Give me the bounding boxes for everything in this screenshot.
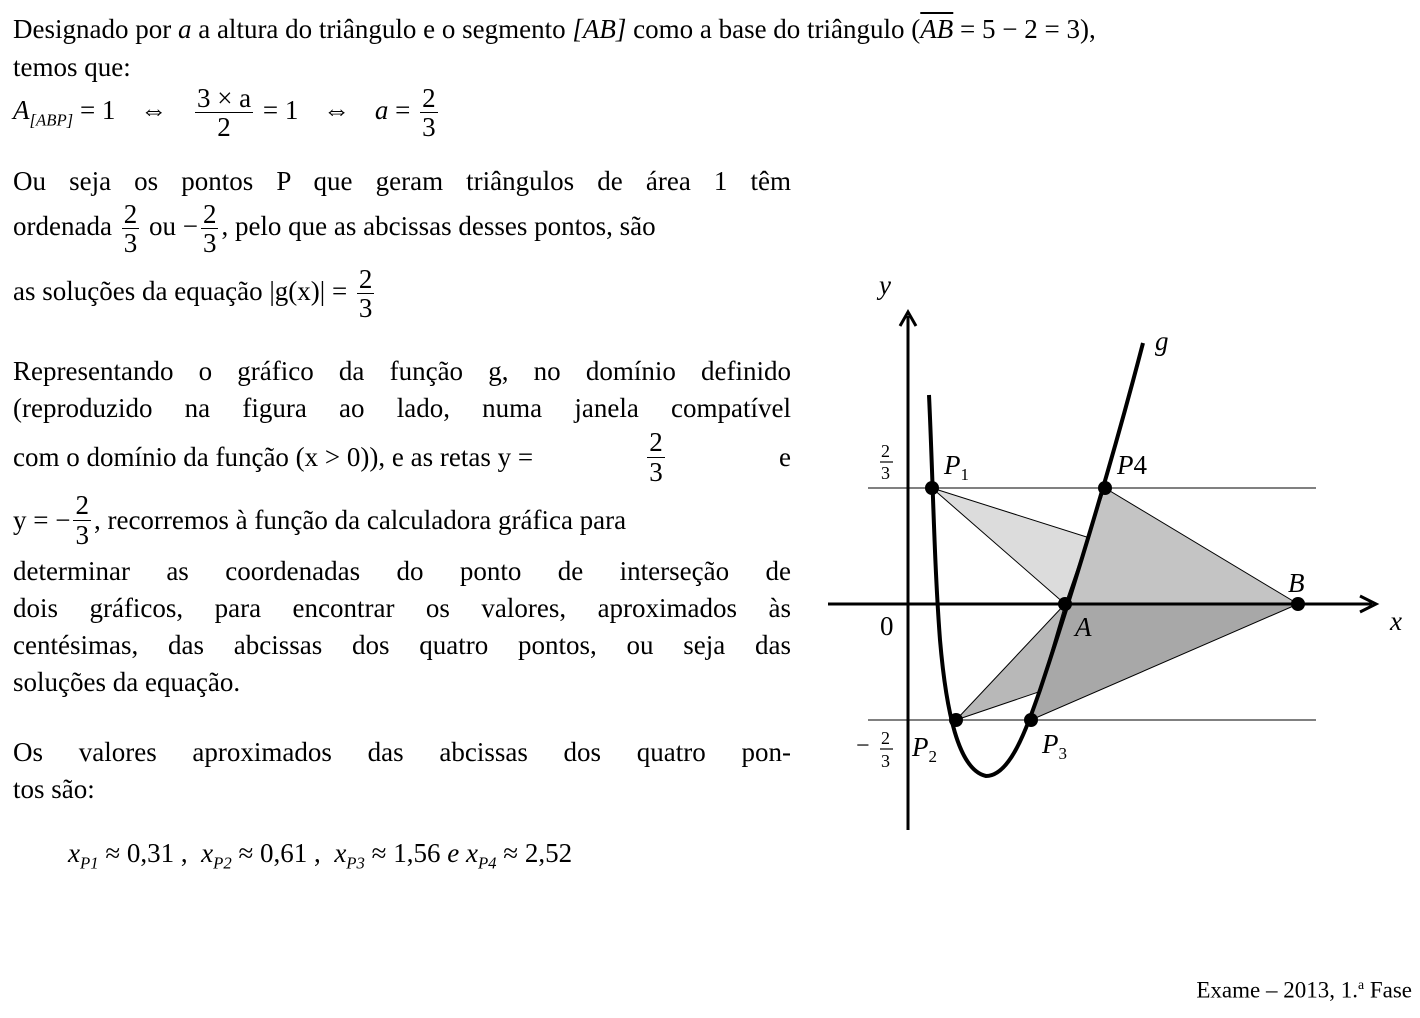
p2-sub: P2: [213, 853, 232, 873]
text: as soluções da equação |g(x)| =: [13, 276, 348, 307]
footer-superscript: a: [1357, 977, 1365, 992]
function-graph: [820, 260, 1420, 860]
a-value-fraction: [420, 84, 438, 142]
equals: =: [388, 95, 418, 126]
intro-line-2: temos que:: [13, 52, 131, 82]
fraction-denominator: 2: [195, 112, 253, 141]
para1-line-1: Ou seja os pontos P que geram triângulos de área 1 têm: [13, 166, 791, 196]
text: com o domínio da função (x > 0)), e as retas y =: [13, 441, 534, 472]
tick-two-thirds-den: 3: [881, 463, 890, 483]
fraction-denominator: 3: [202, 228, 217, 259]
p1-value: ≈ 0,31 ,: [105, 838, 188, 868]
var-x: x: [68, 838, 80, 868]
triangle-p3-a-b: [1031, 604, 1298, 720]
fraction-two-thirds-neg-line: [73, 491, 91, 549]
para2-line-4: [13, 487, 791, 553]
text: ou −: [148, 211, 198, 242]
para1-line-3: [13, 265, 377, 323]
text: , pelo que as abcissas desses pontos, são: [221, 211, 656, 242]
fraction-two-thirds-eq: [357, 265, 375, 323]
conjunction-e: e: [447, 838, 460, 868]
fraction-numerator: 2: [422, 83, 436, 113]
para2-line-1: Representando o gráfico da função g, no domínio definido: [13, 356, 791, 386]
intro-text-mid: a altura do triângulo e o segmento: [191, 14, 573, 44]
para3: [13, 734, 791, 808]
intro-text: Designado por: [13, 14, 178, 44]
para2-line-5: determinar as coordenadas do ponto de interseção de: [13, 556, 791, 586]
p1-sub: P1: [79, 853, 99, 873]
fraction-numerator: 3 × a: [196, 83, 252, 113]
fraction-denominator: 3: [649, 456, 663, 487]
fraction-numerator: 2: [202, 199, 217, 229]
label-p1: $P_1$: [944, 450, 969, 484]
results-line: [68, 838, 572, 873]
fraction-numerator: 2: [358, 264, 373, 294]
eq-one: = 1: [73, 95, 116, 126]
text: , recorremos à função da calculadora gráfica para: [93, 504, 627, 535]
fraction-numerator: 2: [649, 427, 663, 458]
footer-source: [1196, 977, 1412, 1004]
footer-text-end: Fase: [1364, 977, 1412, 1003]
point-p1: [925, 481, 939, 495]
ab-calc: = 5 − 2 = 3),: [953, 14, 1096, 44]
fraction-numerator: 2: [75, 490, 89, 521]
var-a-result: a: [374, 95, 389, 126]
eq-one-b: = 1: [256, 95, 299, 126]
text: ordenada: [13, 211, 112, 242]
var-x: x: [201, 838, 214, 868]
ab-length: $\overline{AB}$: [920, 14, 954, 44]
var-x: x: [465, 838, 478, 868]
fraction-denominator: 3: [422, 112, 436, 143]
y-axis-label: y: [879, 270, 891, 300]
intro-line-1: [13, 14, 1096, 45]
p3-sub: P3: [346, 853, 365, 873]
label-b: B: [1288, 568, 1305, 598]
tick-minus-sign: −: [856, 733, 870, 759]
var-x: x: [334, 838, 347, 868]
tick-minus-two-thirds-den: 3: [881, 751, 890, 771]
fraction-two-thirds-neg: [201, 200, 219, 258]
iff-symbol: ⇔: [140, 95, 168, 126]
text: y = −: [13, 504, 71, 535]
area-symbol: A: [13, 95, 30, 126]
fraction-denominator: 3: [123, 228, 138, 259]
p3-value: ≈ 1,56: [371, 838, 441, 868]
var-a: a: [177, 14, 192, 44]
para3-line-1: Os valores aproximados das abcissas dos quatro pon-: [13, 737, 791, 767]
label-p4: P4: [1117, 450, 1147, 480]
g-label: g: [1155, 326, 1169, 356]
iff-symbol-2: ⇔: [323, 95, 351, 126]
p4-sub: P4: [477, 853, 497, 873]
p4-value: ≈ 2,52: [503, 838, 573, 868]
point-p4: [1098, 481, 1112, 495]
para2-line-7: centésimas, das abcissas dos quatro pontos, ou seja das: [13, 630, 791, 660]
area-equation: [13, 84, 441, 142]
tick-minus-two-thirds-num: 2: [881, 728, 890, 748]
area-fraction: [195, 84, 253, 142]
para2: [13, 353, 791, 701]
area-subscript: [ABP]: [29, 110, 74, 130]
label-p2: $P_2$: [912, 732, 937, 766]
text: e: [779, 441, 791, 472]
para3-line-2: tos são:: [13, 774, 95, 804]
para2-line-2: (reproduzido na figura ao lado, numa janela compatível: [13, 393, 791, 423]
point-a: [1058, 597, 1072, 611]
fraction-two-thirds-line: [647, 428, 665, 486]
fraction-numerator: 2: [123, 199, 138, 229]
para1-line-2: [13, 200, 803, 258]
tick-two-thirds-num: 2: [881, 441, 890, 461]
fraction-denominator: 3: [358, 293, 373, 324]
intro-text-post: como a base do triângulo (: [626, 14, 921, 44]
point-b: [1291, 597, 1305, 611]
fraction-denominator: 3: [75, 519, 89, 550]
point-p3: [1024, 713, 1038, 727]
fraction-two-thirds: [122, 200, 140, 258]
x-axis-label: x: [1390, 606, 1402, 636]
label-p3: $P_3$: [1042, 729, 1067, 763]
label-a: A: [1075, 612, 1092, 642]
origin-label: 0: [880, 611, 894, 641]
para2-line-8: soluções da equação.: [13, 667, 241, 697]
para2-line-6: dois gráficos, para encontrar os valores, aproximados às: [13, 593, 791, 623]
p2-value: ≈ 0,61 ,: [238, 838, 321, 868]
para2-line-3: [13, 427, 791, 487]
point-p2: [949, 713, 963, 727]
footer-text: Exame – 2013, 1.: [1196, 977, 1358, 1003]
segment-ab: [AB]: [572, 14, 627, 44]
